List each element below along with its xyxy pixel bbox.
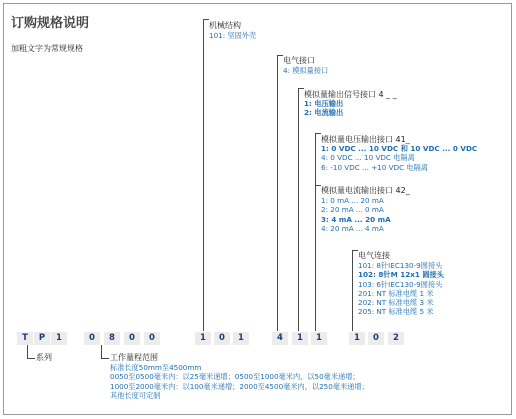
connection-connector-stub (352, 250, 358, 251)
voltage-output-option: 1: 0 VDC ... 10 VDC 和 10 VDC ... 0 VDC (321, 144, 478, 153)
current-output-option: 1: 0 mA ... 20 mA (321, 196, 384, 205)
code-cell: 1 (311, 332, 327, 345)
analog-connector-line (298, 88, 299, 331)
analog-connector-stub (298, 88, 304, 89)
series-connector-stub (27, 358, 35, 359)
current-output-option: 2: 20 mA ... 0 mA (321, 205, 384, 215)
code-cell: 1 (349, 332, 365, 345)
electrical-interface-options (283, 66, 328, 75)
connection-options (358, 261, 444, 317)
code-cell: 4 (272, 332, 288, 345)
voltage-output-option: 6: -10 VDC ... +10 VDC 电隔离 (321, 162, 428, 172)
connection-option: 103: 6针IEC130-9圆接头 (358, 279, 443, 289)
electrical-interface-header: 电气接口 (283, 56, 315, 65)
stroke-connector-stub (101, 358, 109, 359)
voltage-output-header: 模拟量电压输出接口 41_ (321, 135, 410, 144)
code-cell: 8 (104, 332, 120, 345)
output-connector-line (315, 133, 316, 331)
analog-signal-option: 2: 电流输出 (304, 108, 344, 118)
page-title: 订购规格说明 (11, 16, 90, 31)
voltage-output-options (321, 144, 477, 172)
mechanical-header: 机械结构 (209, 21, 241, 30)
mechanical-connector-line (203, 19, 204, 331)
stroke-line: 1000至2000毫米内：以100毫米递增；2000至4500毫米内，以250毫米递增； (110, 381, 369, 391)
series-connector-line (27, 345, 28, 359)
analog-signal-options (304, 99, 343, 118)
connection-option: 201: NT 标准电缆 1 米 (358, 288, 434, 298)
current-output-option: 4: 20 mA ... 4 mA (321, 223, 384, 233)
mechanical-connector-stub (203, 19, 209, 20)
stroke-line: 0050至0500毫米内：以25毫米递增；0500至1000毫米内，以50毫米递增； (110, 372, 360, 382)
code-cell: 1 (233, 332, 249, 345)
current-output-option: 3: 4 mA ... 20 mA (321, 214, 391, 224)
code-cell: 1 (195, 332, 211, 345)
voltage-output-option: 4: 0 VDC ... 10 VDC 电隔离 (321, 153, 415, 163)
connection-option: 205: NT 标准电缆 5 米 (358, 307, 434, 317)
code-cell: 2 (388, 332, 404, 345)
connection-option: 102: 8针M 12x1 圆接头 (358, 270, 444, 280)
stroke-line: 标准长度50mm至4500mm (110, 363, 202, 372)
electrical-connector-line (277, 55, 278, 331)
code-cell: 1 (51, 332, 67, 345)
current-output-header: 模拟量电流输出接口 42_ (321, 186, 410, 195)
stroke-lines (110, 363, 369, 400)
stroke-connector-line (101, 345, 102, 359)
analog-signal-header: 模拟量输出信号接口 4 _ _ (304, 90, 397, 99)
analog-signal-option: 1: 电压输出 (304, 99, 344, 108)
code-cell: P (34, 332, 50, 345)
electrical-connector-stub (277, 55, 283, 56)
electrical-interface-option: 4: 模拟量接口 (283, 66, 329, 75)
series-label: 系列 (36, 353, 52, 362)
stroke-line: 其他长度可定制 (110, 390, 161, 400)
connection-option: 202: NT 标准电缆 3 米 (358, 298, 434, 308)
code-cell: 0 (124, 332, 140, 345)
code-cell: T (17, 332, 33, 345)
mechanical-option: 101: 坚固外壳 (209, 31, 257, 40)
page-subtitle: 加粗文字为常规规格 (11, 44, 83, 53)
spec-frame (3, 3, 512, 415)
current-output-options (321, 196, 391, 233)
code-cell: 0 (368, 332, 384, 345)
code-cell: 0 (144, 332, 160, 345)
voltage-connector-stub (315, 133, 321, 134)
code-cell: 1 (292, 332, 308, 345)
code-cell: 0 (84, 332, 100, 345)
current-connector-stub (315, 185, 321, 186)
connection-connector-line (352, 250, 353, 331)
stroke-header: 工作量程范围 (110, 353, 158, 362)
code-cell: 0 (214, 332, 230, 345)
connection-option: 101: 8针IEC130-9圆接头 (358, 261, 443, 270)
mechanical-options (209, 31, 256, 40)
connection-header: 电气连接 (358, 251, 390, 260)
